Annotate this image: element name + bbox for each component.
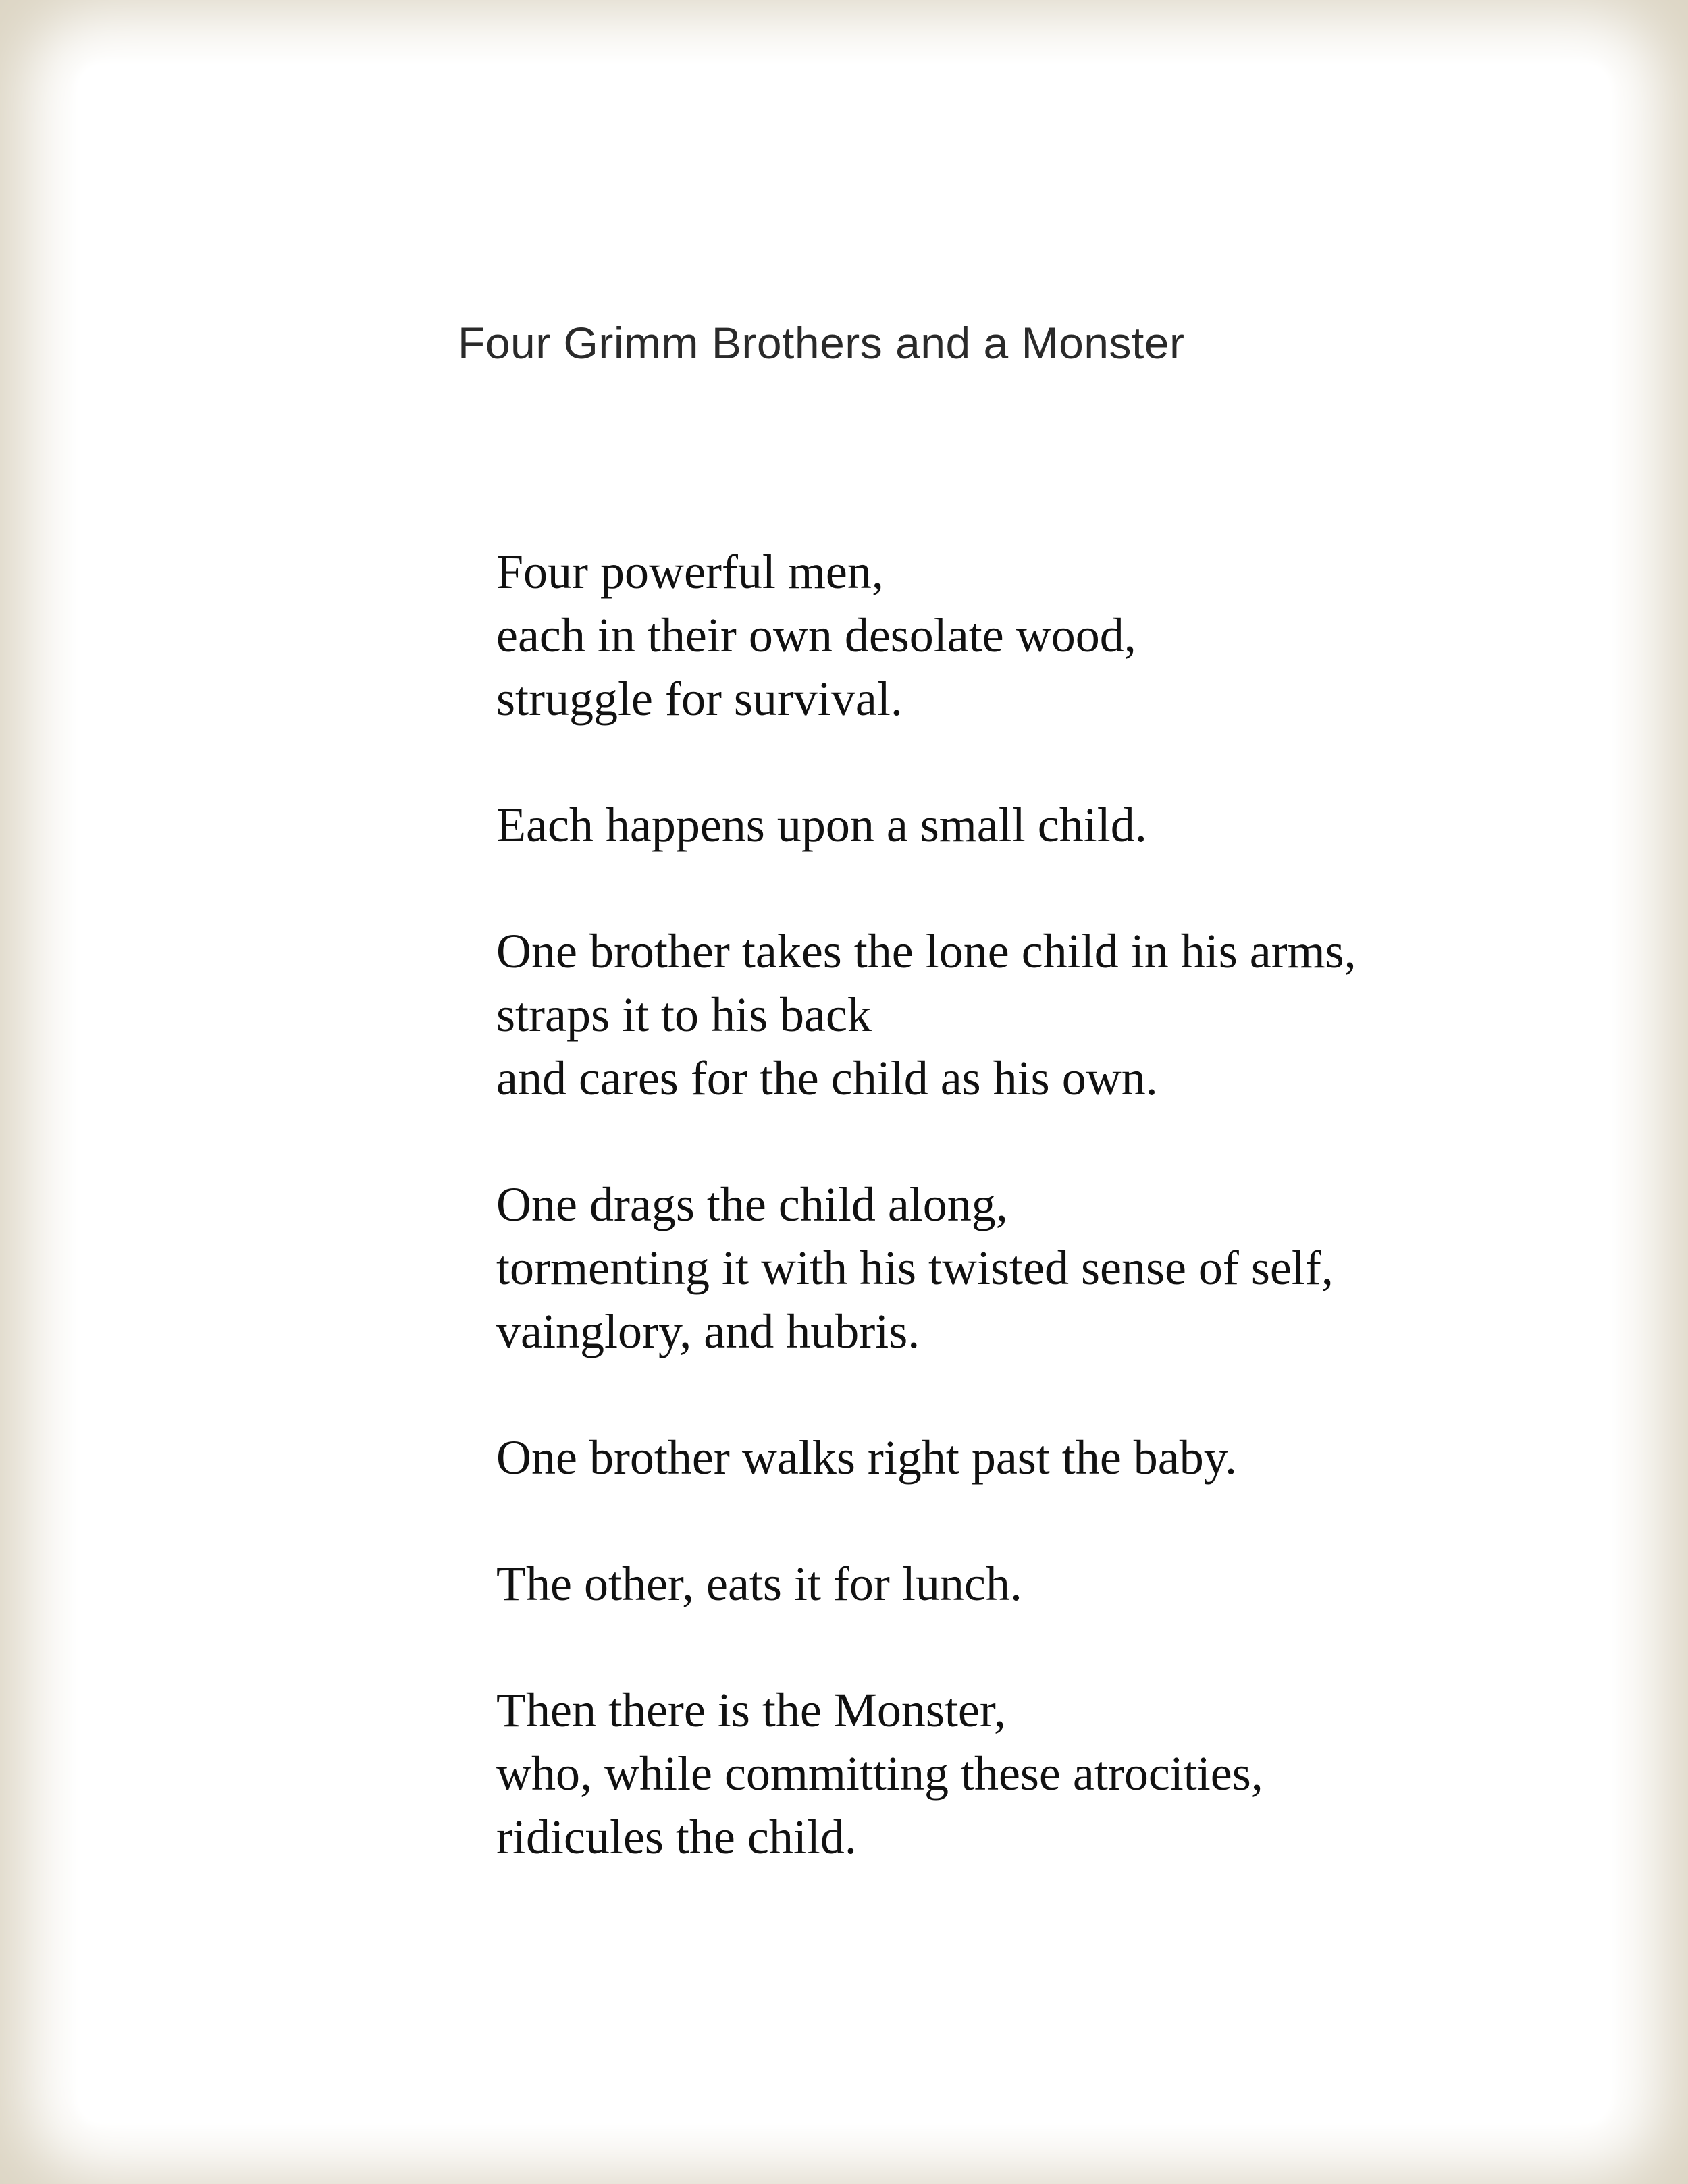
poem-line: tormenting it with his twisted sense of self, bbox=[496, 1241, 1334, 1295]
poem-title: Four Grimm Brothers and a Monster bbox=[458, 318, 1185, 368]
poem-line: straps it to his back bbox=[496, 988, 872, 1042]
poem-line: vainglory, and hubris. bbox=[496, 1304, 920, 1358]
stanza bbox=[496, 540, 1577, 730]
poem-line: each in their own desolate wood, bbox=[496, 608, 1136, 662]
poem-line: Then there is the Monster, bbox=[496, 1683, 1006, 1737]
stanza bbox=[496, 793, 1577, 857]
poem-line: ridicules the child. bbox=[496, 1810, 857, 1864]
stanza bbox=[496, 920, 1577, 1110]
poem-body bbox=[496, 540, 1577, 1932]
poem-line: One brother walks right past the baby. bbox=[496, 1431, 1238, 1485]
poem-line: who, while committing these atrocities, bbox=[496, 1747, 1263, 1801]
poem-line: One brother takes the lone child in his arms, bbox=[496, 924, 1356, 978]
poem-line: The other, eats it for lunch. bbox=[496, 1557, 1022, 1611]
poem-line: One drags the child along, bbox=[496, 1177, 1008, 1231]
poem-line: struggle for survival. bbox=[496, 672, 903, 726]
poem-line: Each happens upon a small child. bbox=[496, 798, 1147, 852]
stanza bbox=[496, 1552, 1577, 1616]
stanza bbox=[496, 1678, 1577, 1869]
poem-line: Four powerful men, bbox=[496, 545, 884, 599]
stanza bbox=[496, 1426, 1577, 1489]
stanza bbox=[496, 1173, 1577, 1363]
poem-line: and cares for the child as his own. bbox=[496, 1051, 1158, 1105]
